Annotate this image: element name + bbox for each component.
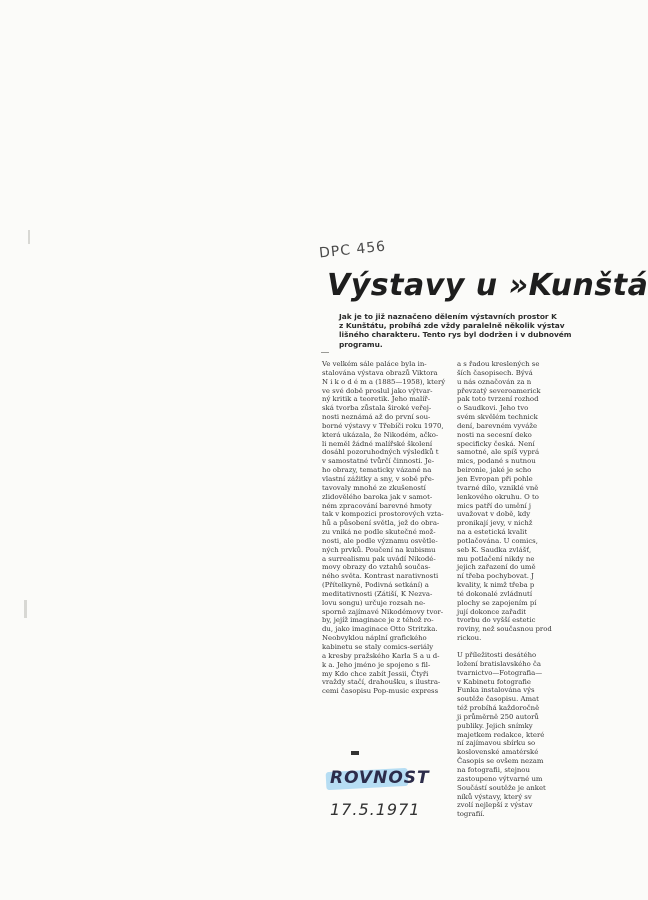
- text-line: Součástí soutěže je anket: [457, 783, 546, 792]
- text-line: pronikají jevy, v nichž: [457, 519, 533, 528]
- text-line: dení, barevném vyváže: [457, 421, 538, 430]
- text-line: ných prvků. Poučení na kubismu: [322, 545, 436, 554]
- text-line: v samostatné tvůrčí činnosti. Je-: [322, 457, 435, 466]
- text-line: převzatý severoamerick: [457, 386, 541, 395]
- text-line: též probíhá každoročně: [457, 704, 540, 713]
- text-line: Neobvyklou náplní grafického: [322, 634, 427, 643]
- text-line: soutěže časopisu. Amat: [457, 695, 539, 704]
- text-line: lenkového okruhu. O to: [457, 492, 539, 501]
- text-line: kvality, k nimž třeba p: [457, 581, 535, 590]
- source-newspaper: ROVNOST: [330, 768, 430, 788]
- text-line: tak v kompozici prostorových vzta-: [322, 510, 444, 519]
- text-line: té dokonalé zvládnutí: [457, 589, 533, 598]
- text-line: (Přítelkyně, Podivná setkání) a: [322, 581, 429, 590]
- text-line: tvarné dílo, vzniklé vně: [457, 483, 539, 492]
- text-line: tvorbu do vyšší estetic: [457, 616, 536, 625]
- text-line: a surrealismu pak uvádí Nikodé-: [322, 554, 436, 563]
- text-line: pak toto tvrzení rozhod: [457, 395, 539, 404]
- text-line: borné výstavy v Třebíči roku 1970,: [322, 421, 444, 430]
- article-headline: Výstavy u »Kunštá: [327, 268, 648, 303]
- text-line: beironie, jaké je scho: [457, 466, 532, 475]
- text-line: jen Evropan při pohle: [457, 474, 533, 483]
- text-line: zu vniká ne podle skutečné mož-: [322, 528, 436, 537]
- text-line: dosáhl pozoruhodných výsledků t: [322, 448, 439, 457]
- text-line: k a. Jeho jméno je spojeno s fil-: [322, 660, 431, 669]
- text-line: v Kabinetu fotografie: [457, 677, 531, 686]
- text-line: nosti, ale podle významu osvětle-: [322, 536, 438, 545]
- text-line: zastoupeno výtvarné um: [457, 774, 543, 783]
- text-line: li neměl žádné malířské školení: [322, 439, 433, 448]
- text-line: jují dokonce zařadit: [457, 607, 527, 616]
- text-line: ložení bratislavského ča: [457, 659, 541, 668]
- article-column-1: [322, 360, 450, 696]
- text-line: mu potlačení nikdy ne: [457, 554, 535, 563]
- text-line: ný kritik a teoretik. Jeho malíř-: [322, 395, 431, 404]
- text-line: cemi časopisu Pop-music express: [322, 687, 439, 696]
- column-rule: [321, 352, 329, 353]
- text-line: zlidovělého baroka jak v samot-: [322, 492, 433, 501]
- text-line: roviny, než současnou prod: [457, 625, 552, 634]
- text-line: my Kdo chce zabít Jessii, Čtyři: [322, 669, 429, 678]
- text-line: ho obrazy, tematicky vázané na: [322, 466, 432, 475]
- text-line: rickou.: [457, 634, 482, 643]
- paragraph-gap: [457, 643, 607, 651]
- text-line: seb K. Saudka zvlášť,: [457, 545, 532, 554]
- text-line: ji průměrně 250 autorů: [457, 712, 539, 721]
- text-line: níků výstavy, který sv: [457, 792, 532, 801]
- text-line: potlačována. U comics,: [457, 536, 538, 545]
- text-line: tavovaly mnohé ze zkušeností: [322, 483, 426, 492]
- text-line: ní zajímavou sbírku so: [457, 739, 536, 748]
- text-line: ská tvorba zůstala široké veřej-: [322, 404, 432, 413]
- text-line: mics, podané s nutnou: [457, 457, 536, 466]
- text-line: koslovenské amatérské: [457, 748, 539, 757]
- text-line: která ukázala, že Nikodém, ačko-: [322, 430, 439, 439]
- text-line: du, jako imaginace Otto Stritzka.: [322, 625, 438, 634]
- text-line: na fotografii, stejnou: [457, 765, 530, 774]
- catalog-number: DPC 456: [318, 238, 387, 262]
- text-line: ní třeba pochybovat. J: [457, 572, 534, 581]
- text-line: by, jejíž imaginace je z téhož ro-: [322, 616, 434, 625]
- text-line: Ve velkém sále paláce byla in-: [322, 360, 427, 368]
- text-line: lovu songu) určuje rozsah ne-: [322, 598, 426, 607]
- text-line: plochy se zapojením pí: [457, 598, 537, 607]
- lead-line: z Kunštátu, probíhá zde vždy paralelně několik výstav: [339, 321, 565, 331]
- text-line: svém skvělém technick: [457, 413, 538, 422]
- article-lead: [339, 312, 604, 349]
- text-line: Časopis se ovšem nezam: [457, 757, 544, 766]
- text-line: kabinetu se staly comics-seriály: [322, 643, 434, 651]
- text-line: specificky česká. Není: [457, 439, 535, 448]
- text-line: majetkem redakce, které: [457, 730, 545, 739]
- text-line: nosti neznámá až do první sou-: [322, 413, 431, 422]
- text-line: vlastní zážitky a sny, v sobě pře-: [322, 474, 435, 483]
- text-line: mics patří do umění j: [457, 501, 532, 510]
- article-column-2: [457, 360, 607, 819]
- text-line: stalována výstava obrazů Viktora: [322, 368, 438, 377]
- text-line: tografií.: [457, 810, 485, 819]
- text-line: tvarnictvo—Fotografia—: [457, 668, 543, 677]
- scan-artifact: [28, 230, 30, 244]
- text-line: ších časopisech. Bývá: [457, 368, 533, 377]
- scan-artifact: [24, 600, 27, 618]
- lead-line: lišného charakteru. Tento rys byl dodržen i v dubnovém: [339, 330, 572, 340]
- text-line: uvažovat v době, kdy: [457, 510, 531, 519]
- text-line: ném zpracování barevné hmoty: [322, 501, 432, 510]
- text-line: meditativnosti (Zátiší, K Nezva-: [322, 589, 433, 598]
- text-line: zvolí nejlepší z výstav: [457, 801, 533, 810]
- text-line: o Saudkovi. Jeho tvo: [457, 404, 529, 413]
- text-line: Funka instalována výs: [457, 686, 535, 695]
- text-line: u nás označován za n: [457, 377, 532, 386]
- text-line: movy obrazy do vztahů součas-: [322, 563, 431, 572]
- lead-line: programu.: [339, 339, 383, 349]
- text-line: nosti na secesní deko: [457, 430, 532, 439]
- text-line: N i k o d é m a (1885—1958), který: [322, 377, 446, 386]
- text-line: samotné, ale spíš vyprá: [457, 448, 540, 457]
- text-line: a s řadou kreslených se: [457, 360, 540, 368]
- text-line: ného světa. Kontrast narativnosti: [322, 572, 439, 581]
- text-line: ve své době proslul jako výtvar-: [322, 386, 433, 395]
- lead-line: Jak je to již naznačeno dělením výstavních prostor K: [339, 312, 557, 321]
- text-line: publiky. Jejich snímky: [457, 721, 533, 730]
- text-line: hů a působení světla, jež do obra-: [322, 519, 440, 528]
- text-line: na a estetická kvalit: [457, 528, 528, 537]
- handwritten-date: 17.5.1971: [330, 800, 421, 819]
- text-line: sporně zajímavé Nikodémovy tvor-: [322, 607, 444, 616]
- text-line: jejich zařazení do umě: [457, 563, 536, 572]
- text-line: vraždy stačí, drahoušku, s ilustra-: [322, 678, 441, 687]
- text-line: U příležitosti desátého: [457, 651, 537, 659]
- article-end-mark: [351, 751, 359, 755]
- text-line: a kresby pražského Karla S a u d-: [322, 651, 440, 660]
